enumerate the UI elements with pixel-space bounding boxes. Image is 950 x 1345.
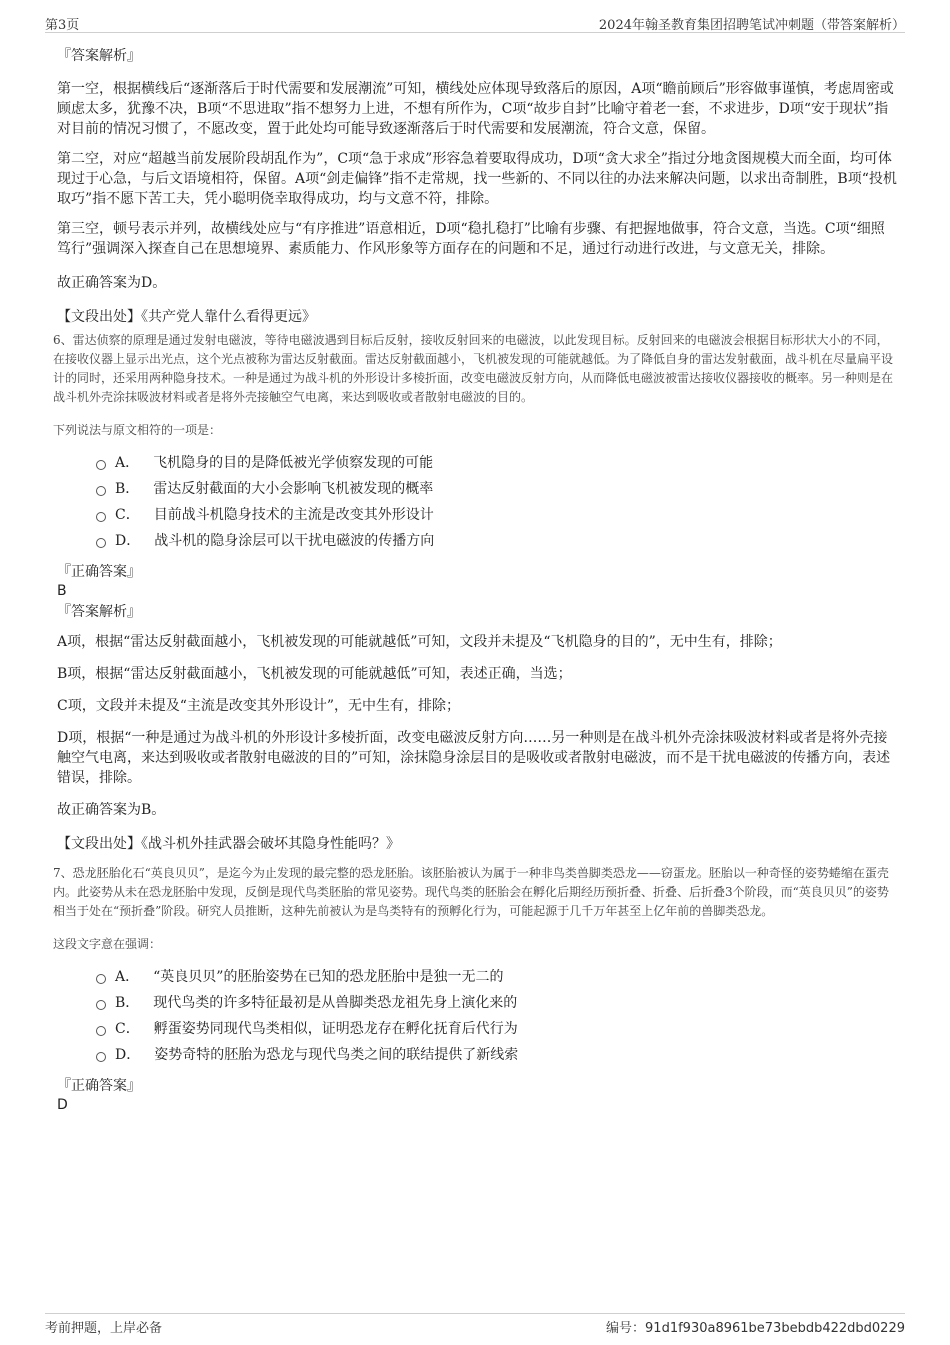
option-d[interactable]: D． 姿势奇特的胚胎为恐龙与现代鸟类之间的联结提供了新线索 — [96, 1042, 897, 1068]
analysis-paragraph: 第三空，顿号表示并列，故横线处应与“有序推进”语意相近，D项“稳扎稳打”比喻有步骤、有把握地做事，符合文意，当选。C项“细照笃行”强调深入探查自己在思想境界、素质能力、作风形象等方面存在的问题和不足，通过行动进行改进，与文意无关，排除。 — [57, 221, 885, 257]
analysis-paragraph: A项，根据“雷达反射截面越小，飞机被发现的可能就越低”可知，文段并未提及“飞机隐身的目的”，无中生有，排除； — [57, 634, 782, 650]
analysis-paragraph: C项，文段并未提及“主流是改变其外形设计”，无中生有，排除； — [57, 698, 461, 714]
conclusion: 故正确答案为B。 — [57, 802, 166, 818]
option-c[interactable]: C． 目前战斗机隐身技术的主流是改变其外形设计 — [96, 502, 897, 528]
code-value: 91d1f930a8961be73bebdb422dbd0229 — [645, 1321, 905, 1336]
page-content — [53, 46, 897, 1114]
page-footer — [45, 1313, 905, 1336]
analysis-paragraph: 第一空，根据横线后“逐渐落后于时代需要和发展潮流”可知，横线处应体现导致落后的原因，A项“瞻前顾后”形容做事谨慎，考虑周密或顾虑太多，犹豫不决，B项“不思进取”指不想努力上进，不想有所作为，C项“故步自封”比喻守着老一套，不求进步，D项“安于现状”指对目前的情况习惯了，不愿改变，置于此处均可能导致逐渐落后于时代需要和发展潮流，符合文意，保留。 — [57, 81, 894, 137]
source-citation: 【文段出处】《战斗机外挂武器会破坏其隐身性能吗？》 — [57, 836, 400, 852]
radio-button[interactable] — [96, 538, 106, 548]
option-d[interactable]: D． 战斗机的隐身涂层可以干扰电磁波的传播方向 — [96, 528, 897, 554]
document-title: 2024年翰圣教育集团招聘笔试冲刺题（带答案解析） — [598, 18, 905, 33]
analysis-title: 『答案解析』 — [57, 604, 141, 620]
document-code — [606, 1317, 905, 1336]
conclusion: 故正确答案为D。 — [57, 275, 167, 291]
radio-button[interactable] — [96, 512, 106, 522]
question-prompt: 这段文字意在强调： — [53, 937, 162, 951]
analysis-paragraph: 第二空，对应“超越当前发展阶段胡乱作为”，C项“急于求成”形容急着要取得成功，D项“贪大求全”指过分地贪图规模大而全面，均可体现过于心急，与后文语境相符，保留。A项“剑走偏锋”指不走常规，找一些新的、不同以往的办法来解决问题，以求出奇制胜，B项“投机取巧”指不愿下苦工夫，凭小聪明侥幸取得成功，均与文意不符，排除。 — [57, 151, 897, 207]
option-a[interactable]: A． “英良贝贝”的胚胎姿势在已知的恐龙胚胎中是独一无二的 — [96, 964, 897, 990]
correct-answer-title: 『正确答案』 — [57, 1078, 141, 1094]
analysis-paragraph: B项，根据“雷达反射截面越小，飞机被发现的可能就越低”可知，表述正确，当选； — [57, 666, 572, 682]
correct-answer: D — [57, 1097, 68, 1113]
footer-slogan: 考前押题，上岸必备 — [45, 1321, 163, 1336]
analysis-paragraph: D项，根据“一种是通过为战斗机的外形设计多棱折面，改变电磁波反射方向……另一种则是在战斗机外壳涂抹吸波材料或者是将外壳接触空气电离，来达到吸收或者散射电磁波的目的”可知，涂抹隐身涂层目的是吸收或者散射电磁波，而不是干扰电磁波的传播方向，表述错误，排除。 — [57, 730, 891, 786]
question-passage: 6、雷达侦察的原理是通过发射电磁波，等待电磁波遇到目标后反射，接收反射回来的电磁波，以此发现目标。反射回来的电磁波会根据目标形状大小的不同，在接收仪器上显示出光点，这个光点被称为雷达反射截面。雷达反射截面越小，飞机被发现的可能就越低。为了降低自身的雷达发射截面，战斗机在尽量扁平设计的同时，还采用两种隐身技术。一种是通过为战斗机的外形设计多棱折面，改变电磁波反射方向，从而降低电磁波被雷达接收仪器接收的概率。另一种则是在战斗机外壳涂抹吸波材料或者是将外壳接触空气电离，来达到吸收或者散射电磁波的目的。 — [53, 333, 894, 404]
option-b[interactable]: B． 雷达反射截面的大小会影响飞机被发现的概率 — [96, 476, 897, 502]
radio-button[interactable] — [96, 1026, 106, 1036]
radio-button[interactable] — [96, 460, 106, 470]
radio-button[interactable] — [96, 974, 106, 984]
question-prompt: 下列说法与原文相符的一项是： — [53, 423, 222, 437]
page-number: 第3页 — [45, 18, 80, 33]
option-c[interactable]: C． 孵蛋姿势同现代鸟类相似，证明恐龙存在孵化抚育后代行为 — [96, 1016, 897, 1042]
question-passage: 7、恐龙胚胎化石“英良贝贝”，是迄今为止发现的最完整的恐龙胚胎。该胚胎被认为属于一种非鸟类兽脚类恐龙——窃蛋龙。胚胎以一种奇怪的姿势蜷缩在蛋壳内。此姿势从未在恐龙胚胎中发现，反倒是现代鸟类胚胎的常见姿势。现代鸟类的胚胎会在孵化后期经历预折叠、折叠、后折叠3个阶段，而“英良贝贝”的姿势相当于处在“预折叠”阶段。研究人员推断，这种先前被认为是鸟类特有的预孵化行为，可能起源于几千万年甚至上亿年前的兽脚类恐龙。 — [53, 866, 889, 918]
correct-answer: B — [57, 583, 67, 599]
analysis-title: 『答案解析』 — [57, 48, 141, 64]
answer-options — [57, 964, 897, 1068]
code-label: 编号： — [606, 1321, 646, 1336]
answer-options — [57, 450, 897, 554]
option-b[interactable]: B． 现代鸟类的许多特征最初是从兽脚类恐龙祖先身上演化来的 — [96, 990, 897, 1016]
option-a[interactable]: A． 飞机隐身的目的是降低被光学侦察发现的可能 — [96, 450, 897, 476]
radio-button[interactable] — [96, 486, 106, 496]
radio-button[interactable] — [96, 1052, 106, 1062]
correct-answer-title: 『正确答案』 — [57, 564, 141, 580]
source-citation: 【文段出处】《共产党人靠什么看得更远》 — [57, 309, 316, 325]
page-header — [45, 12, 905, 33]
radio-button[interactable] — [96, 1000, 106, 1010]
